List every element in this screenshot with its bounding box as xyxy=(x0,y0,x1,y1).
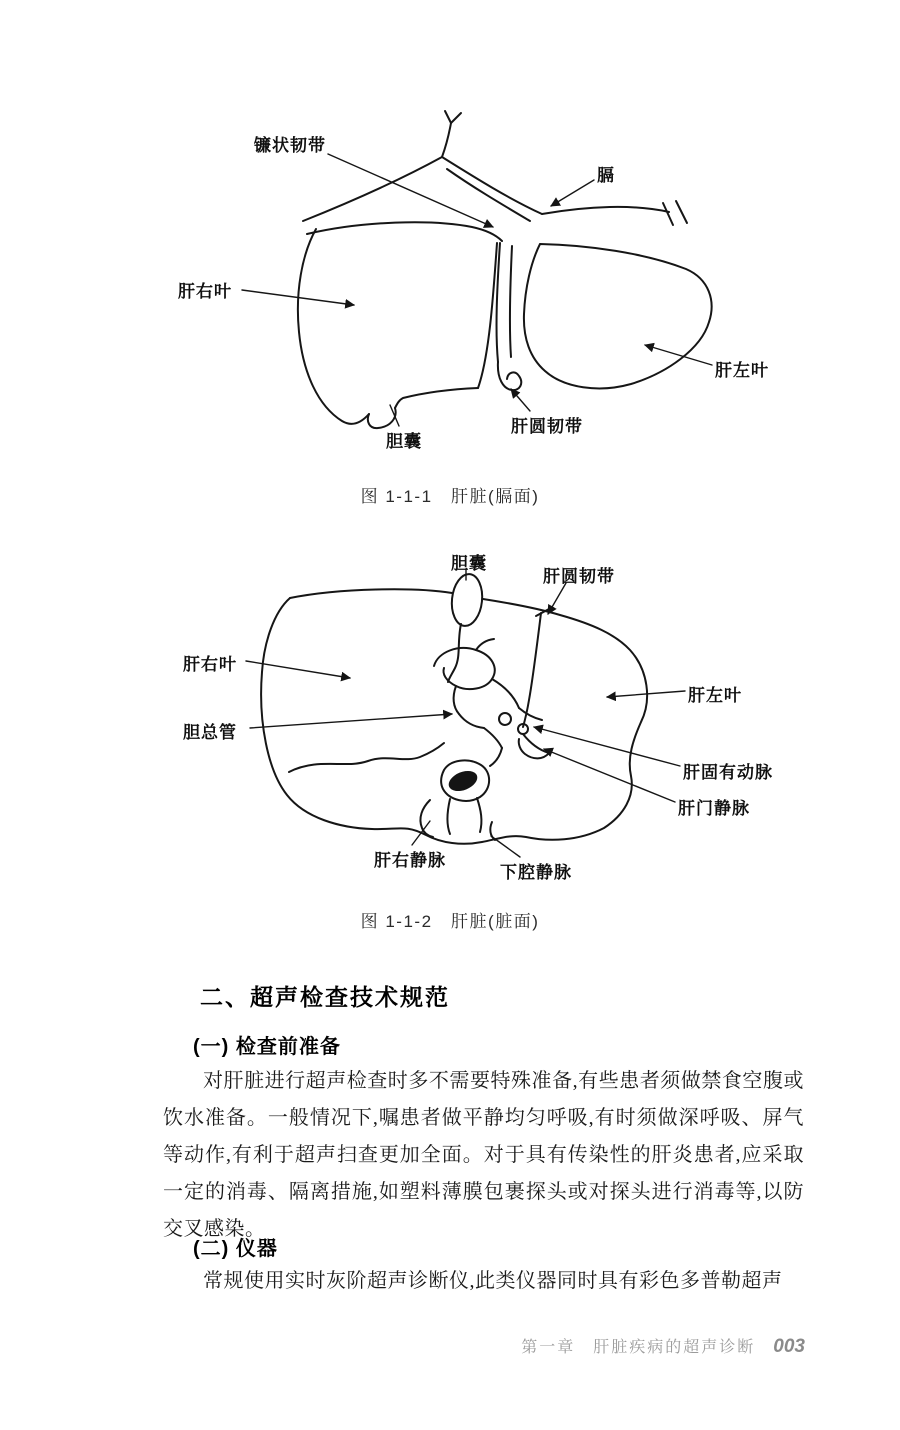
label-round-ligament-fig1: 肝圆韧带 xyxy=(511,417,583,436)
figure2-caption: 图 1-1-2 肝脏(脏面) xyxy=(360,912,540,931)
figure1-caption: 图 1-1-1 肝脏(膈面) xyxy=(360,487,540,506)
label-inferior-vena-cava: 下腔静脉 xyxy=(500,863,572,882)
label-portal-vein: 肝门静脉 xyxy=(678,799,750,818)
paragraph-preparation: 对肝脏进行超声检查时多不需要特殊准备,有些患者须做禁食空腹或饮水准备。一般情况下,嘱患者做平静均匀呼吸,有时须做深呼吸、屏气等动作,有利于超声扫查更加全面。对于具有传染性的肝炎患者,应采取一定的消毒、隔离措施,如塑料薄膜包裹探头或对探头进行消毒等,以防交叉感染。 xyxy=(163,1070,804,1240)
label-left-lobe-fig2: 肝左叶 xyxy=(688,686,742,705)
label-common-bile-duct: 胆总管 xyxy=(183,723,237,742)
footer-chapter-title: 第一章 肝脏疾病的超声诊断 xyxy=(521,1339,756,1356)
label-right-hepatic-vein: 肝右静脉 xyxy=(374,851,446,870)
section-heading: 二、超声检查技术规范 xyxy=(200,984,450,1010)
label-gallbladder-fig2: 胆囊 xyxy=(451,554,487,573)
subsection-heading-preparation: (一) 检查前准备 xyxy=(193,1036,341,1058)
label-left-lobe-fig1: 肝左叶 xyxy=(715,361,769,380)
label-proper-hepatic-artery: 肝固有动脉 xyxy=(683,763,773,782)
liver-diaphragmatic-surface-drawing xyxy=(298,111,712,428)
footer-page-number: 003 xyxy=(773,1336,805,1357)
paragraph-instruments: 常规使用实时灰阶超声诊断仪,此类仪器同时具有彩色多普勒超声 xyxy=(203,1270,783,1292)
label-round-ligament-fig2: 肝圆韧带 xyxy=(543,567,615,586)
liver-visceral-surface-drawing xyxy=(261,573,647,844)
label-gallbladder-fig1: 胆囊 xyxy=(386,432,422,451)
label-diaphragm: 膈 xyxy=(597,166,615,185)
page-footer xyxy=(521,1334,805,1358)
label-right-lobe-fig1: 肝右叶 xyxy=(178,282,232,301)
label-right-lobe-fig2: 肝右叶 xyxy=(183,655,237,674)
label-falciform-ligament: 镰状韧带 xyxy=(254,136,326,155)
subsection-heading-instruments: (二) 仪器 xyxy=(193,1238,278,1260)
